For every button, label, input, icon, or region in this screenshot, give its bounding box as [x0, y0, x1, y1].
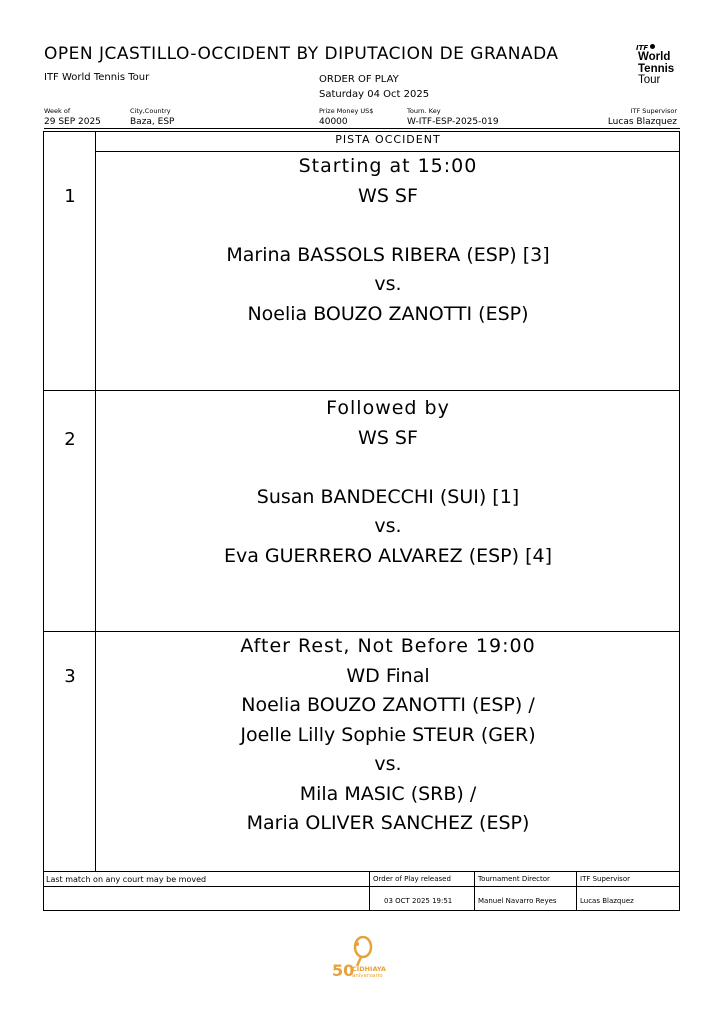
match-versus: vs. — [374, 753, 402, 775]
prize-label: Prize Money US$ — [319, 107, 374, 115]
row-divider-1 — [43, 390, 680, 391]
order-of-play-heading: ORDER OF PLAY — [319, 74, 399, 85]
prize-value: 40000 — [319, 117, 348, 127]
sponsor-logo — [331, 936, 393, 982]
supervisor-value: Lucas Blazquez — [607, 117, 677, 127]
match-number: 2 — [64, 429, 76, 450]
match-spacer — [96, 453, 680, 483]
court-name: PISTA OCCIDENT — [335, 133, 441, 146]
match-start-time: Followed by — [326, 397, 450, 419]
match-versus: vs. — [374, 515, 402, 537]
match-number: 3 — [64, 666, 76, 687]
match-player: Eva GUERRERO ALVAREZ (ESP) [4] — [223, 544, 552, 567]
match-start-time: Starting at 15:00 — [298, 155, 478, 177]
footer-supervisor-value: Lucas Blazquez — [580, 897, 634, 905]
director-label: Tournament Director — [478, 875, 550, 883]
footer-note: Last match on any court may be moved — [46, 875, 207, 884]
footer-rule-top — [43, 871, 680, 872]
released-label: Order of Play released — [373, 875, 451, 883]
play-date: Saturday 04 Oct 2025 — [319, 89, 430, 100]
sponsor-name: CIDHIAYA — [352, 965, 386, 973]
itf-world-tennis-tour-logo — [636, 44, 686, 90]
sponsor-subtitle: aniversario — [352, 973, 383, 979]
match-player: Mila MASIC (SRB) / — [299, 782, 477, 805]
order-of-play-block — [319, 72, 429, 102]
match-event: WS SF — [358, 184, 418, 207]
match-player: Maria OLIVER SANCHEZ (ESP) — [246, 812, 530, 834]
match-event: WD Final — [346, 664, 430, 687]
match-player: Susan BANDECCHI (SUI) [1] — [256, 485, 520, 508]
week-label: Week of — [44, 107, 71, 115]
match-number: 1 — [64, 186, 76, 207]
logo-itf: ITF — [636, 44, 655, 52]
footer-divider-1 — [369, 871, 370, 911]
match-block — [96, 632, 680, 839]
match-player: Marina BASSOLS RIBERA (ESP) [3] — [226, 243, 550, 266]
week-value: 29 SEP 2025 — [44, 117, 101, 127]
city-value: Baza, ESP — [130, 117, 175, 127]
footer-divider-2 — [474, 871, 475, 911]
released-value: 03 OCT 2025 19:51 — [384, 897, 453, 905]
tourn-key-label: Tourn. Key — [407, 107, 441, 115]
match-player: Noelia BOUZO ZANOTTI (ESP) — [247, 302, 529, 325]
match-player: Joelle Lilly Sophie STEUR (GER) — [240, 723, 536, 746]
match-spacer — [96, 211, 680, 241]
header-rule — [44, 128, 680, 129]
logo-line-world: World — [638, 51, 671, 63]
footer-rule-mid — [43, 886, 680, 887]
match-event: WS SF — [358, 426, 418, 449]
sponsor-number: 50 — [332, 961, 355, 980]
supervisor-label: ITF Supervisor — [630, 107, 677, 115]
tournament-title: OPEN JCASTILLO-OCCIDENT BY DIPUTACION DE GRANADA — [44, 44, 559, 64]
match-block — [96, 152, 680, 329]
match-block — [96, 394, 680, 571]
match-start-time: After Rest, Not Before 19:00 — [240, 635, 536, 657]
logo-line-tennis: Tennis — [638, 63, 675, 75]
match-versus: vs. — [374, 273, 402, 295]
match-player: Noelia BOUZO ZANOTTI (ESP) / — [241, 694, 535, 716]
director-value: Manuel Navarro Reyes — [478, 897, 557, 905]
tour-name: ITF World Tennis Tour — [44, 72, 150, 83]
city-label: City,Country — [130, 107, 171, 115]
footer-divider-3 — [576, 871, 577, 911]
tourn-key-value: W-ITF-ESP-2025-019 — [407, 117, 499, 127]
footer-supervisor-label: ITF Supervisor — [580, 875, 630, 883]
logo-line-tour: Tour — [638, 74, 661, 86]
